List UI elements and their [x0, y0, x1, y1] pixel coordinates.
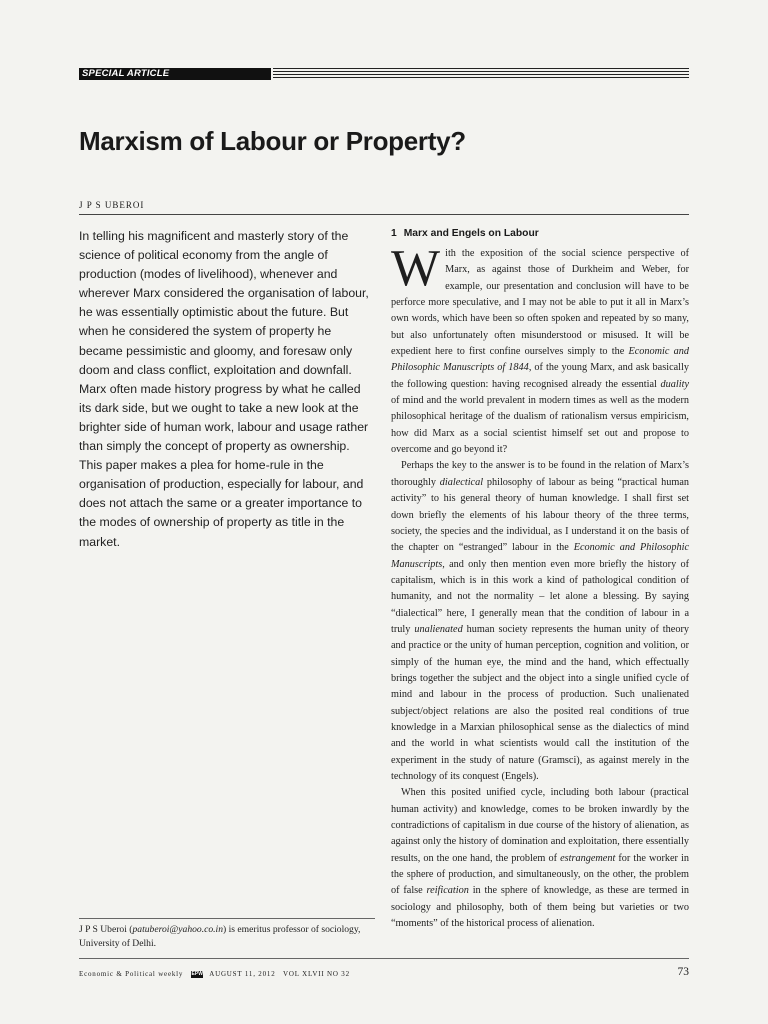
paragraph-2: [391, 458, 689, 785]
p2-segment-2: philosophy of labour as being “practical human activity” to his general theory of human knowledge. I shall first set down briefly the elements of his labour theory of the three terms, society, the species and the individual, as I understand it on the basis of the chapter on “estranged” labour in the: [391, 476, 690, 554]
p1-segment-2: , of the young Marx, and ask basically the following question: having recognised already the essential: [391, 362, 689, 390]
p2-segment-0: Perhaps the key to the answer is to be found in the relation of Marx’s thoroughly: [391, 460, 689, 488]
p1-segment-4: of mind and the world prevalent in modern times as well as the modern philosophical heritage of the dualism of rationalism versus empiricism, how did Marx as a social scientist himself set out and propose to overcome and go beyond it?: [391, 395, 689, 456]
section-header-bar: [79, 68, 689, 80]
body-column: [391, 227, 689, 932]
author-footnote: [79, 923, 375, 951]
article-title: Marxism of Labour or Property?: [79, 126, 466, 156]
article-author: J P S UBEROI: [79, 200, 145, 210]
section-heading: [391, 227, 689, 240]
paragraph-1: [391, 240, 689, 458]
footnote-affiliation: ) is emeritus professor of sociology, University of Delhi.: [79, 924, 361, 949]
p3-segment-0: When this posited unified cycle, including both labour (practical human activity) and knowledge, comes to be broken inwardly by the contradictions of capitalism in due course of the history of alienation, as against only the history of domination and exploitation, there essentially results, on the one hand, the problem of: [391, 787, 689, 864]
paragraph-2-text: [391, 460, 689, 782]
footnote-name: J P S Uberoi (: [79, 924, 133, 935]
footer-divider: [79, 958, 689, 959]
p3-segment-2: for the worker in the sphere of production, and simultaneously, on the other, the problem of false: [391, 852, 689, 897]
section-number: 1: [391, 228, 397, 239]
author-divider: [79, 214, 689, 215]
p2-segment-1: dialectical: [439, 476, 484, 488]
issue-info: AUGUST 11, 2012 VOL XLVII NO 32: [209, 970, 350, 978]
p2-segment-4: , and only then mention even more briefly the history of capitalism, which is in this work a kind of pathological condition of humanity, and not the normality – let alone a blessing. By saying “dialectical” here, I generally mean that the condition of labour in a truly: [391, 558, 689, 635]
p2-segment-6: human society represents the human unity of theory and practice or the unity of human perception, cognition and volition, or simply of the human eye, the mind and the hand, which effectually brings together the subject and the object into a single unified cycle of mind and labour in the process of production. Such unalienated subject/object relations are also the posited real conditions of true knowledge in a Marxian philosophical sense as the dialectics of mind and the world in what scientists would call the institution of the experiment in the study of nature (Gramsci), as against merely in the technology of its conquest (Engels).: [391, 623, 689, 782]
article-body: [391, 240, 690, 932]
article-abstract: In telling his magnificent and masterly story of the science of political economy from the angle of production (modes of livelihood), whenever and wherever Marx considered the organisation of labour, he was essentially optimistic about the future. But when he considered the system of property he became pessimistic and gloomy, and foresaw only doom and class conflict, exploitation and downfall. Marx often made history progress by what he called its dark side, but we ought to take a new look at the brighter side of human work, labour and usage rather than simply the concept of property as ownership. This paper makes a plea for home-rule in the organisation of production, especially for labour, and does not attach the same or a greater importance to the modes of ownership of property as title in the market.: [79, 229, 369, 549]
paragraph-3-text: [391, 787, 689, 929]
p1-segment-0: ith the exposition of the social science perspective of Marx, as against those of Durkheim and Weber, for example, our presentation and conclusion will have to be perforce more speculative, and I may not be able to put it all in Marx’s own words, which have been so often spoken and repeated by so many, but also unfortunately often misunderstood or misused. It will be expedient here to first confine ourselves simply to the: [391, 248, 689, 358]
page-footer: [79, 967, 689, 981]
epw-logo: EPW: [191, 970, 203, 977]
p3-segment-3: reification: [426, 885, 469, 897]
section-tag: SPECIAL ARTICLE: [79, 68, 271, 80]
p3-segment-1: estrangement: [560, 852, 616, 864]
drop-cap: W: [391, 240, 441, 297]
page-number: 73: [677, 966, 689, 978]
header-rules: [273, 68, 689, 80]
footnote-divider: [79, 918, 375, 919]
p1-segment-3: duality: [660, 378, 689, 390]
p3-segment-4: in the sphere of knowledge, as these are termed in sociology and philosophy, both of them being but varieties or two “moments” of the historical process of alienation.: [391, 885, 689, 930]
journal-name: Economic & Political weekly: [79, 970, 184, 978]
paragraph-3: [391, 785, 689, 932]
section-title: Marx and Engels on Labour: [403, 228, 539, 239]
author-email[interactable]: patuberoi@yahoo.co.in: [132, 924, 224, 935]
p1-segment-1: Economic and Philosophic Manuscripts of 1844: [391, 346, 689, 374]
p2-segment-5: unalienated: [414, 623, 463, 635]
p2-segment-3: Economic and Philosophic Manuscripts: [391, 542, 690, 570]
